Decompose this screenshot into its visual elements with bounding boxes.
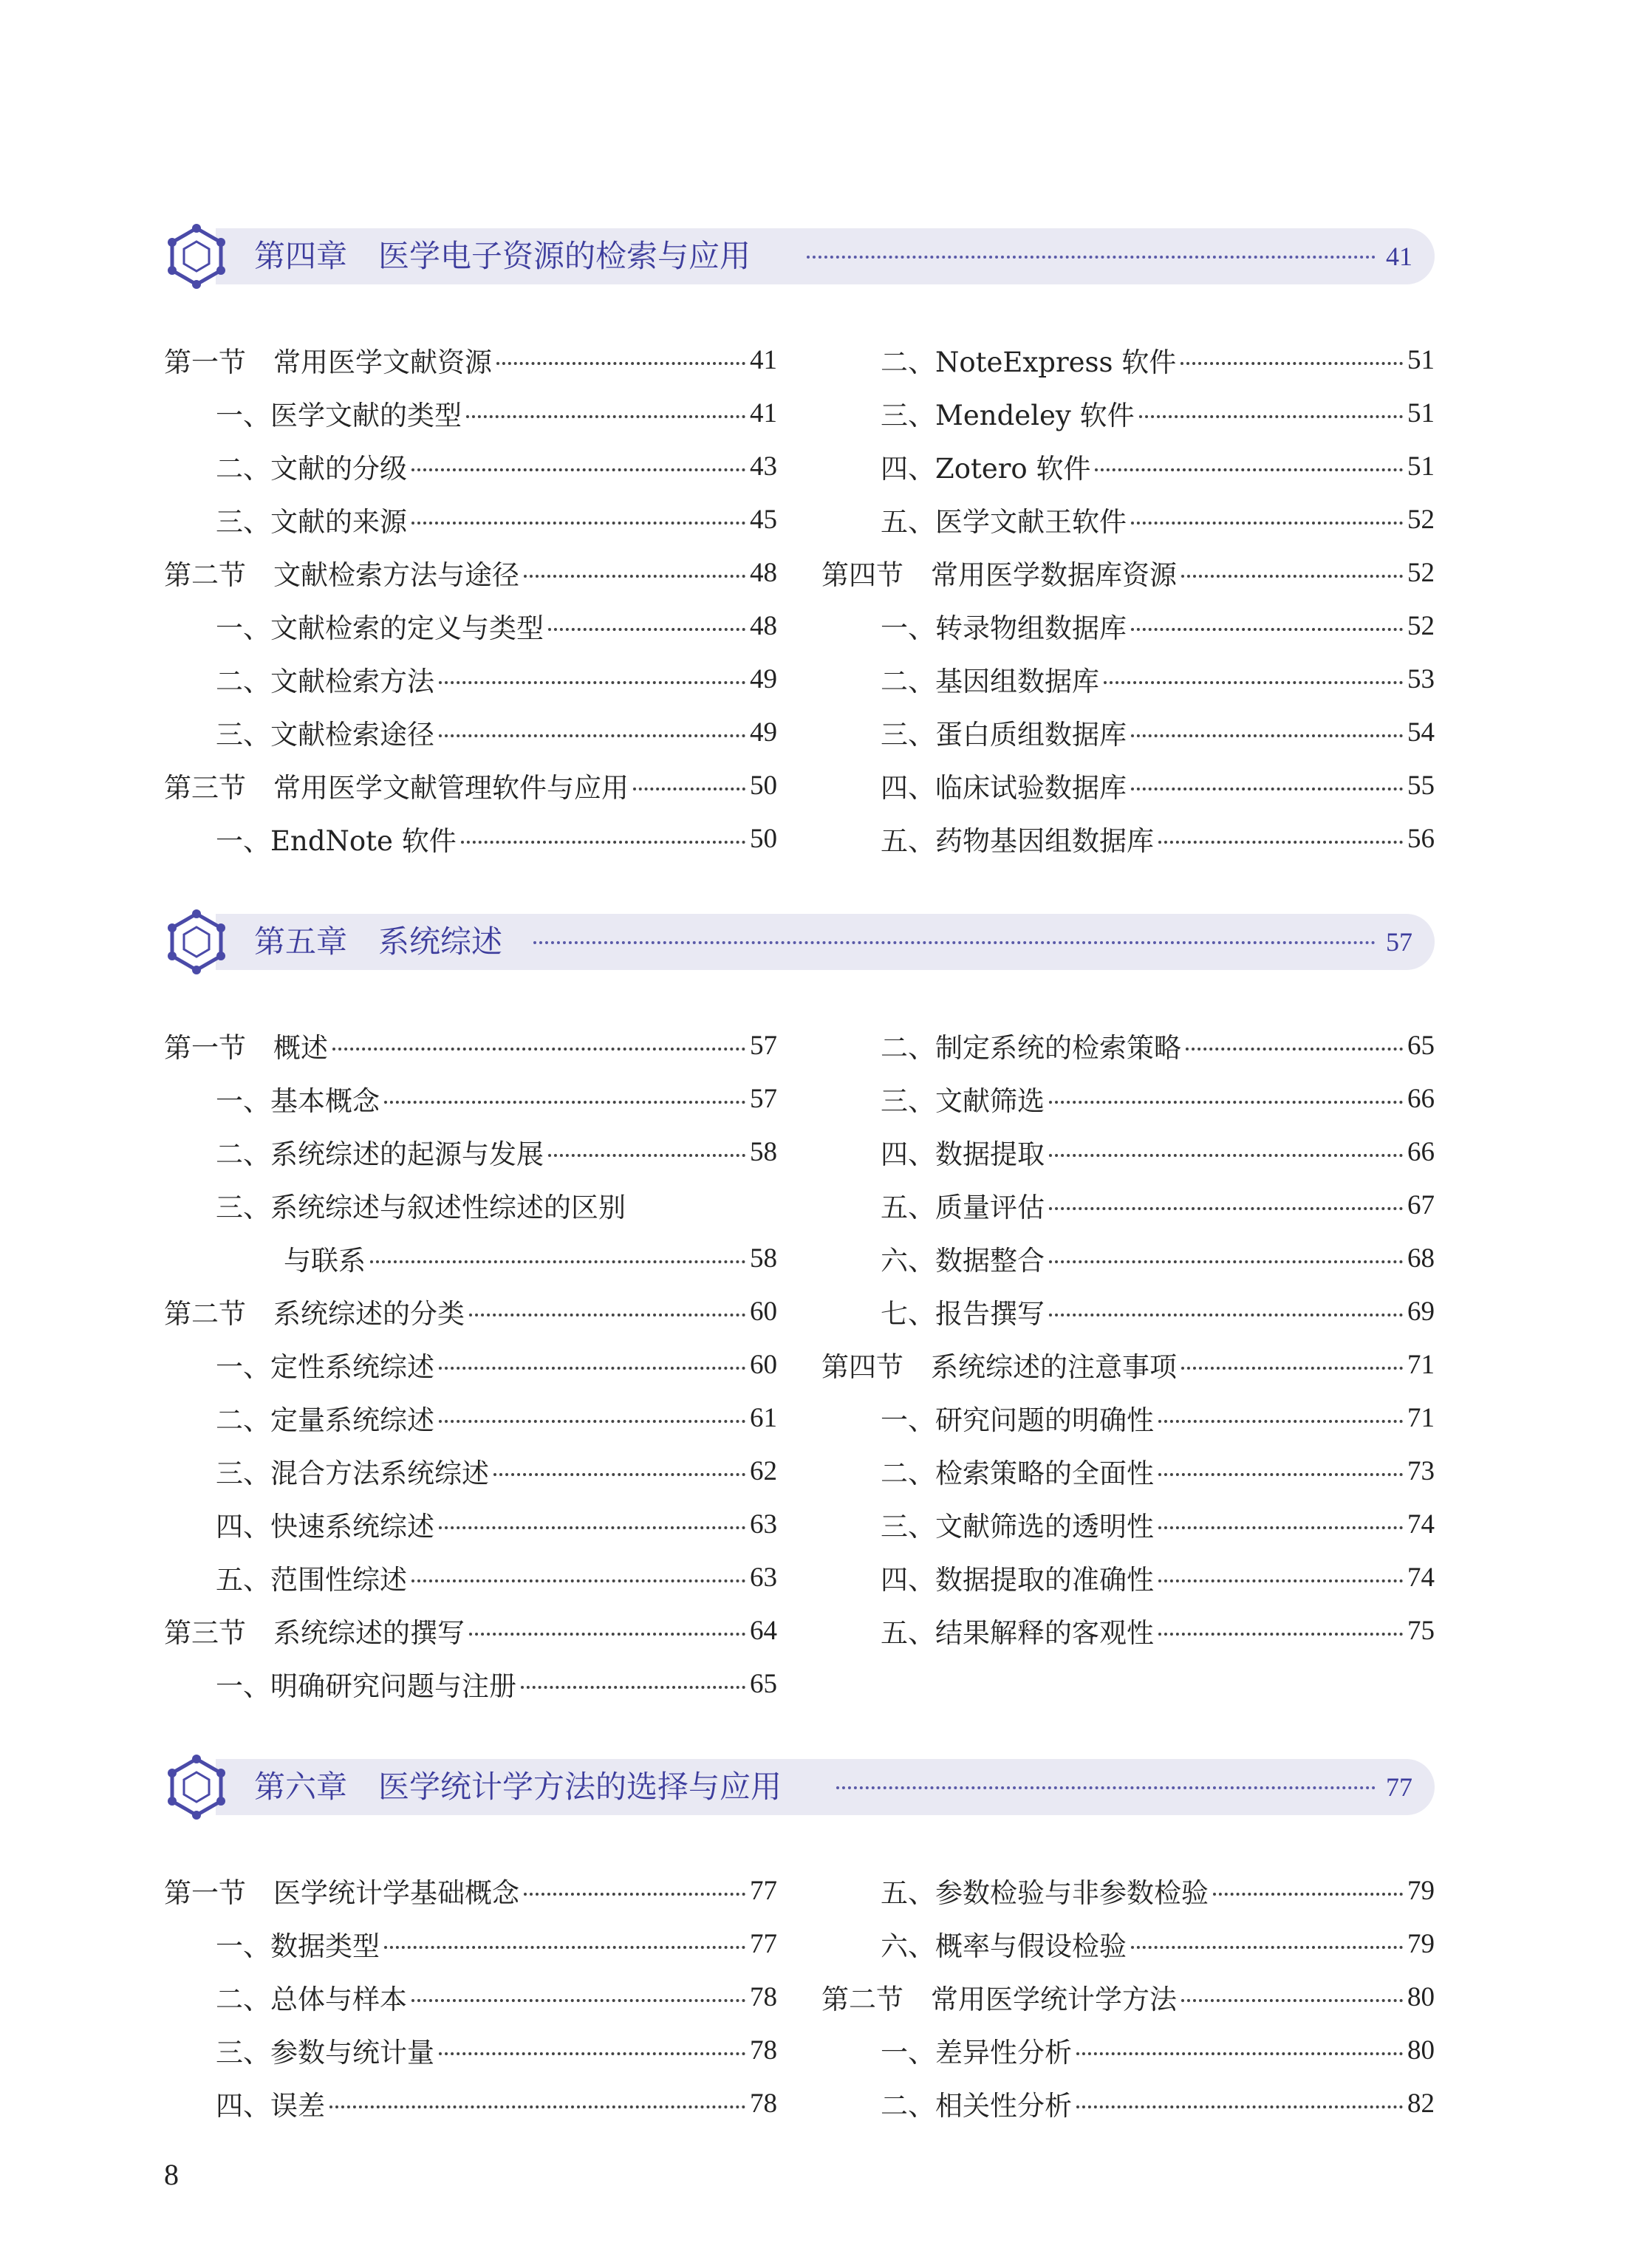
chapter-page: 77 bbox=[1386, 1772, 1412, 1802]
toc-item[interactable]: 六、概率与假设检验 79 bbox=[881, 1928, 1435, 1962]
toc-item[interactable]: 五、范围性综述 63 bbox=[216, 1562, 777, 1596]
toc-item[interactable]: 二、基因组数据库 53 bbox=[881, 663, 1435, 697]
toc-item[interactable]: 六、数据整合 68 bbox=[881, 1243, 1435, 1277]
toc-item[interactable]: 三、文献筛选 66 bbox=[881, 1083, 1435, 1117]
toc-item[interactable]: 四、数据提取的准确性 74 bbox=[881, 1562, 1435, 1596]
toc-item-wrapped-line[interactable]: 三、系统综述与叙述性综述的区别 bbox=[216, 1192, 626, 1223]
toc-item-continuation[interactable]: 与联系 58 bbox=[284, 1243, 777, 1277]
toc-item[interactable]: 五、质量评估 67 bbox=[881, 1189, 1435, 1223]
toc-item[interactable]: 四、临床试验数据库 55 bbox=[881, 770, 1435, 804]
toc-item[interactable]: 五、参数检验与非参数检验 79 bbox=[881, 1875, 1435, 1909]
toc-section-4[interactable]: 第四节 系统综述的注意事项 71 bbox=[821, 1349, 1435, 1383]
toc-item[interactable]: 二、总体与样本 78 bbox=[216, 1981, 777, 2015]
toc-item[interactable]: 一、转录物组数据库 52 bbox=[881, 610, 1435, 644]
toc-section-3[interactable]: 第三节 常用医学文献管理软件与应用 50 bbox=[164, 770, 777, 804]
toc-item[interactable]: 二、检索策略的全面性 73 bbox=[881, 1455, 1435, 1489]
toc-item[interactable]: 一、文献检索的定义与类型 48 bbox=[216, 610, 777, 644]
toc-item[interactable]: 二、相关性分析 82 bbox=[881, 2088, 1435, 2122]
chapter-leader bbox=[807, 256, 1376, 259]
toc-item[interactable]: 一、EndNote 软件 50 bbox=[216, 823, 777, 857]
toc-section-1[interactable]: 第一节 医学统计学基础概念 77 bbox=[164, 1875, 777, 1909]
toc-item[interactable]: 四、误差 78 bbox=[216, 2088, 777, 2122]
chapter-6-header[interactable] bbox=[164, 1759, 1435, 1815]
toc-item[interactable]: 四、数据提取 66 bbox=[881, 1136, 1435, 1170]
toc-item[interactable]: 三、蛋白质组数据库 54 bbox=[881, 717, 1435, 751]
page-number: 8 bbox=[164, 2158, 179, 2191]
toc-item[interactable]: 三、Mendeley 软件 51 bbox=[881, 397, 1435, 431]
toc-item[interactable]: 五、医学文献王软件 52 bbox=[881, 504, 1435, 538]
chapter-page: 41 bbox=[1386, 242, 1412, 271]
toc-section-4[interactable]: 第四节 常用医学数据库资源 52 bbox=[821, 557, 1435, 591]
toc-item[interactable]: 二、定量系统综述 61 bbox=[216, 1402, 777, 1436]
chapter-4-header[interactable] bbox=[164, 228, 1435, 284]
chapter-page: 57 bbox=[1386, 927, 1412, 957]
toc-item[interactable]: 七、报告撰写 69 bbox=[881, 1296, 1435, 1330]
chapter-title: 第五章 系统综述 bbox=[254, 923, 503, 960]
toc-section-2[interactable]: 第二节 常用医学统计学方法 80 bbox=[821, 1981, 1435, 2015]
toc-item[interactable]: 五、药物基因组数据库 56 bbox=[881, 823, 1435, 857]
toc-item[interactable]: 二、系统综述的起源与发展 58 bbox=[216, 1136, 777, 1170]
toc-item[interactable]: 一、研究问题的明确性 71 bbox=[881, 1402, 1435, 1436]
toc-item[interactable]: 三、混合方法系统综述 62 bbox=[216, 1455, 777, 1489]
chapter-title: 第四章 医学电子资源的检索与应用 bbox=[254, 238, 751, 274]
hexagon-network-icon bbox=[164, 1755, 229, 1820]
chapter-leader bbox=[533, 941, 1376, 944]
chapter-leader bbox=[836, 1786, 1376, 1789]
toc-item[interactable]: 一、基本概念 57 bbox=[216, 1083, 777, 1117]
toc-item[interactable]: 二、文献的分级 43 bbox=[216, 451, 777, 485]
toc-item[interactable]: 二、制定系统的检索策略 65 bbox=[881, 1030, 1435, 1064]
toc-item[interactable]: 三、文献筛选的透明性 74 bbox=[881, 1509, 1435, 1543]
toc-section-3[interactable]: 第三节 系统综述的撰写 64 bbox=[164, 1615, 777, 1649]
toc-item[interactable]: 二、文献检索方法 49 bbox=[216, 663, 777, 697]
toc-item[interactable]: 一、数据类型 77 bbox=[216, 1928, 777, 1962]
toc-item[interactable]: 三、文献检索途径 49 bbox=[216, 717, 777, 751]
hexagon-network-icon bbox=[164, 224, 229, 289]
toc-item[interactable]: 一、明确研究问题与注册 65 bbox=[216, 1668, 777, 1702]
toc-item[interactable]: 一、定性系统综述 60 bbox=[216, 1349, 777, 1383]
toc-item[interactable]: 四、Zotero 软件 51 bbox=[881, 451, 1435, 485]
toc-section-2[interactable]: 第二节 文献检索方法与途径 48 bbox=[164, 557, 777, 591]
chapter-title: 第六章 医学统计学方法的选择与应用 bbox=[254, 1769, 782, 1805]
toc-section-1[interactable]: 第一节 常用医学文献资源 41 bbox=[164, 344, 777, 378]
toc-item[interactable]: 三、文献的来源 45 bbox=[216, 504, 777, 538]
toc-item[interactable]: 一、差异性分析 80 bbox=[881, 2035, 1435, 2069]
toc-item[interactable]: 三、参数与统计量 78 bbox=[216, 2035, 777, 2069]
hexagon-network-icon bbox=[164, 909, 229, 974]
toc-item[interactable]: 二、NoteExpress 软件 51 bbox=[881, 344, 1435, 378]
toc-item[interactable]: 五、结果解释的客观性 75 bbox=[881, 1615, 1435, 1649]
toc-item[interactable]: 四、快速系统综述 63 bbox=[216, 1509, 777, 1543]
toc-item[interactable]: 一、医学文献的类型 41 bbox=[216, 397, 777, 431]
toc-section-1[interactable]: 第一节 概述 57 bbox=[164, 1030, 777, 1064]
toc-section-2[interactable]: 第二节 系统综述的分类 60 bbox=[164, 1296, 777, 1330]
chapter-5-header[interactable] bbox=[164, 914, 1435, 970]
